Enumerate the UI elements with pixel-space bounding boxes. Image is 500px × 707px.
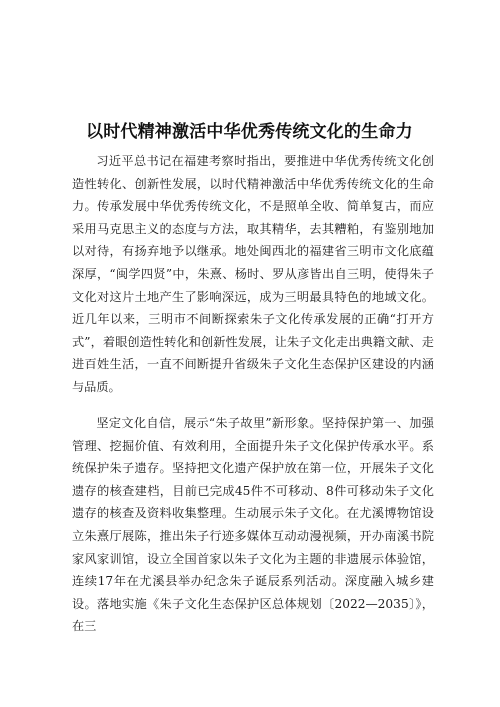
document-title: 以时代精神激活中华优秀传统文化的生命力 <box>86 122 413 142</box>
paragraph-1: 习近平总书记在福建考察时指出，要推进中华优秀传统文化创造性转化、创新性发展，以时代精神激活中华优秀传统文化的生命力。传承发展中华优秀传统文化，不是照单全收、简单复古，而应采用马克思主义的态度与方法，取其精华，去其糟粕，有鉴别地加以对待，有扬弃地予以继承。地处闽西北的福建省三明市文化底蕴深厚，“闽学四贤”中，朱熹、杨时、罗从彦皆出自三明，使得朱子文化对这片土地产生了影响深远，成为三明最具特色的地域文化。近几年以来，三明市不间断探索朱子文化传承发展的正确“打开方式”，着眼创造性转化和创新性发展，让朱子文化走出典籍文献、走进百姓生活，一直不间断提升省级朱子文化生态保护区建设的内涵与品质。 <box>72 154 434 394</box>
paragraph-2: 坚定文化自信，展示“朱子故里”新形象。坚持保护第一、加强管理、挖掘价值、有效利用，全面提升朱子文化保护传承水平。系统保护朱子遗存。坚持把文化遗产保护放在第一位，开展朱子文化遗存的核查建档，目前已完成45件不可移动、8件可移动朱子文化遗存的核查及资料收集整理。生动展示朱子文化。在尤溪博物馆设立朱熹厅展陈，推出朱子行迹多媒体互动动漫视频，开办南溪书院家风家训馆，设立全国首家以朱子文化为主题的非遗展示体验馆，连续17年在尤溪县举办纪念朱子诞辰系列活动。深度融入城乡建设。落地实施《朱子文化生态保护区总体规划〔2022—2035〕》，在三 <box>72 416 434 634</box>
